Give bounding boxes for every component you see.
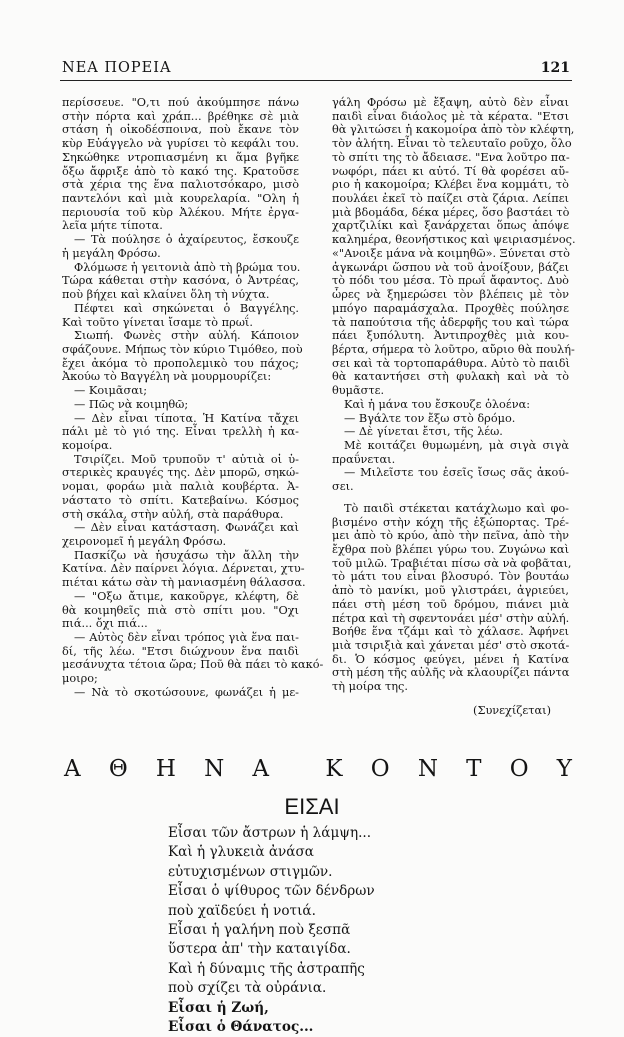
text-line: πραΰνεται. bbox=[332, 452, 396, 466]
text-line: πιά... ὄχι πιά... bbox=[62, 617, 148, 631]
poem-line: Εἶσαι ὁ ψίθυρος τῶν δένδρων bbox=[168, 883, 375, 900]
text-line: «"Ανοιξε μάνα νὰ κοιμηθῶ». Ξύνεται στὸ bbox=[332, 246, 570, 260]
text-line: πάει στὴ μέση τοῦ δρόμου, πιάνει μιὰ bbox=[332, 597, 569, 611]
text-line: ἀπὸ τὸ μανίκι, μοῦ γλιστράει, ἀγριεύει, bbox=[332, 584, 569, 598]
text-line: Σιωπή. Φωνὲς στὴν αὐλή. Κάποιον bbox=[74, 329, 299, 343]
text-line: θὰ καταντήσει στὴ φυλακὴ καὶ νὰ τὸ bbox=[332, 370, 569, 384]
text-line: τὰ παπούτσια τῆς ἀδερφῆς του καὶ τώρα bbox=[332, 315, 569, 329]
text-line: τὸ σπίτι της τὸ ἄδειασε. "Ενα λοῦτρο πα- bbox=[332, 150, 570, 164]
poem-line: ποὺ σχίζει τὰ οὐράνια. bbox=[168, 980, 327, 997]
text-line: Κατίνα. Δὲν παίρνει λόγια. Δέρνεται, χτυ- bbox=[62, 562, 305, 576]
text-line: στάση ἡ οἰκοδέσποινα, ποὺ ἔκανε τὸν bbox=[62, 123, 299, 137]
text-line: Ἀκούω τὸ Βαγγέλη νὰ μουρμουρίζει: bbox=[62, 370, 272, 384]
poem-title: ΕΙΣΑΙ bbox=[284, 794, 340, 819]
text-line: Πασκίζω νὰ ἡσυχάσω τὴν ἄλλη τὴν bbox=[74, 548, 299, 562]
text-line: παντελόνι καὶ μιὰ κουρελαρία. "Ολη ἡ bbox=[62, 192, 299, 206]
text-line: — Δὲν εἶναι κατάσταση. Φωνάζει καὶ bbox=[74, 521, 299, 535]
author-letter: Α bbox=[64, 756, 81, 782]
text-line: λεῖα μήτε τίποτα. bbox=[62, 219, 163, 233]
text-line: στερικὲς κραυγές της. Δὲν μπορῶ, σηκώ- bbox=[62, 466, 299, 480]
text-line: πάει ξυπόλυτη. Ἀντιπροχθὲς μιὰ κου- bbox=[332, 329, 569, 343]
text-line: Βοήθε ἕνα τζάμι καὶ τὸ χάλασε. Ἀφήνει bbox=[332, 625, 569, 639]
text-line: περιουσία τοῦ κὺρ Ἀλέκου. Μήτε ἐργα- bbox=[62, 205, 299, 219]
text-line: πάλι μὲ τὸ γιό της. Εἶναι τρελλὴ ἡ κα- bbox=[62, 425, 299, 439]
text-line: — Νὰ τὸ σκοτώσουνε, φωνάζει ἡ με- bbox=[74, 685, 299, 699]
text-line: τὴ μοίρα της. bbox=[332, 680, 408, 694]
text-line: Φλόμωσε ἡ γειτονιὰ ἀπὸ τὴ βρώμα του. bbox=[74, 260, 301, 274]
text-line: πουλάει ἐκεῖ τὸ παίζει στὰ ζάρια. Λείπει bbox=[332, 192, 569, 206]
text-line: στὴ μέση τῆς αὐλῆς νὰ κλαουρίζει πάντα bbox=[332, 666, 570, 680]
text-line: χαρτζιλίκι καὶ ξανάρχεται ὅπως ἀπόψε bbox=[332, 219, 569, 233]
text-line: — Βγάλτε τον ἔξω στὸ δρόμο. bbox=[344, 411, 516, 425]
text-line: — Κοιμᾶσαι; bbox=[74, 384, 148, 398]
text-line: — Αὐτὸς δὲν εἶναι τρόπος γιὰ ἕνα παι- bbox=[74, 631, 299, 645]
author-letter: Ο bbox=[509, 756, 529, 782]
left-column bbox=[62, 96, 324, 700]
text-line: μιὰ βδομάδα, δέκα μέρες, ὅσο βαστάει τὸ bbox=[332, 205, 570, 219]
text-line: ἀγκωνάρι ὥσπου νὰ τοῦ ἀνοίξουν, βάζει bbox=[332, 260, 569, 274]
text-line: θυμᾶστε. bbox=[332, 384, 385, 398]
text-line: Τὸ παιδὶ στέκεται κατάχλωμο καὶ φο- bbox=[344, 501, 569, 515]
text-line: κομοίρα. bbox=[62, 438, 113, 452]
text-line: — Τὰ πούλησε ὁ ἀχαίρευτος, ἔσκουζε bbox=[74, 233, 299, 247]
text-line: ριο ἡ κακομοίρα; Κλέβει ἕνα κομμάτι, τὸ bbox=[332, 178, 569, 192]
text-line: μιὰ τσιριξιὰ καὶ χάνεται μέσ' στὸ σκοτά- bbox=[332, 639, 570, 653]
text-line: τὸ μάτι του εἶναι βλοσυρό. Τὸν βουτάω bbox=[332, 570, 569, 584]
text-line: μει ἀπὸ τὸ κρύο, ἀπὸ τὴν πεῖνα, ἀπὸ τὴν bbox=[332, 529, 569, 543]
text-line: δί, τῆς λέω. "Ετσι διώχνουν ἕνα παιδὶ bbox=[62, 644, 299, 658]
poem-line: Εἶσαι ἡ Ζωή, bbox=[168, 999, 269, 1016]
poem-line: Εἶσαι ὁ Θάνατος... bbox=[168, 1019, 314, 1036]
text-line: Μὲ κοιτάζει θυμωμένη, μὰ σιγὰ σιγὰ bbox=[344, 438, 569, 452]
text-line: μοιρο; bbox=[62, 672, 98, 686]
author-letter: Η bbox=[155, 756, 176, 782]
text-line: ποὺ βήχει καὶ κλαίνει ὅλη τὴ νύχτα. bbox=[62, 288, 270, 302]
text-line: σφάζουνε. Μήπως τὸν κύριο Τιμόθεο, ποὺ bbox=[62, 342, 303, 356]
text-line: μπόγο παραμάσχαλα. Προχθὲς πούλησε bbox=[332, 301, 569, 315]
text-line: βισμένο στὴν κόχη τῆς ἐξώπορτας. Τρέ- bbox=[332, 515, 569, 529]
text-line: Καὶ τοῦτο γίνεται ἴσαμε τὸ πρωΐ. bbox=[62, 315, 253, 329]
author-letter: Τ bbox=[466, 756, 482, 782]
poem-line: Καὶ ἡ γλυκειὰ ἀνάσα bbox=[168, 844, 314, 861]
text-line: πέτρα καὶ τὴ σφεντονάει μέσ' στὴν αὐλή. bbox=[332, 611, 570, 625]
poem-line: Εἶσαι ἡ γαλήνη ποὺ ξεσπᾶ bbox=[168, 922, 351, 939]
text-line: κὺρ Εὐάγγελο νὰ γυρίσει τὸ κεφάλι του. bbox=[62, 137, 299, 151]
page-number: 121 bbox=[540, 60, 570, 76]
text-line: στὰ χέρια της ἕνα παλιοτσόκαρο, μισὸ bbox=[62, 178, 299, 192]
author-letter: Κ bbox=[325, 756, 343, 782]
text-line: στὴν πόρτα καὶ χράπ... βρέθηκε σὲ μιὰ bbox=[62, 109, 299, 123]
text-line: στὴ σκάλα, στὴν αὐλή, στὰ παράθυρα. bbox=[62, 507, 284, 521]
text-line: σει καὶ τὰ τορτοπαράθυρα. Αὐτὸ τὸ παιδὶ bbox=[332, 356, 570, 370]
text-line: — Μιλεῖστε του ἐσεῖς ἴσως σᾶς ἀκού- bbox=[344, 466, 569, 480]
text-line: Σηκώθηκε ντροπιασμένη κι ἅμα βγῆκε bbox=[62, 150, 299, 164]
text-line: Καὶ ἡ μάνα του ἔσκουζε ὁλοένα: bbox=[344, 397, 531, 411]
poem-line: ὕστερα ἀπ' τὴν καταιγίδα. bbox=[168, 941, 351, 958]
author-letter: Ν bbox=[204, 756, 225, 782]
text-line: θὰ κοιμηθεῖς πιὰ στὸ σπίτι μου. "Οχι bbox=[62, 603, 299, 617]
text-line: — Δὲ γίνεται ἔτσι, τῆς λέω. bbox=[344, 425, 503, 439]
poem-line: Καὶ ἡ δύναμις τῆς ἀστραπῆς bbox=[168, 960, 365, 977]
text-line: δι. Ὁ κόσμος φεύγει, μένει ἡ Κατίνα bbox=[332, 652, 569, 666]
text-line: νάστατο τὸ σπίτι. Κατεβαίνω. Κόσμος bbox=[62, 493, 299, 507]
text-line: ἔχει ἀκόμα τὸ προπολεμικὸ του πάχος; bbox=[62, 356, 299, 370]
page-header bbox=[62, 60, 570, 82]
text-line: μεσάνυχτα τέτοια ὥρα; Ποῦ θὰ πάει τὸ κακό- bbox=[62, 658, 324, 672]
text-line: νομαι, φοράω μιὰ παλιὰ κουβέρτα. Ἀ- bbox=[62, 480, 299, 494]
author-letter: Α bbox=[252, 756, 270, 782]
author-letter: Ο bbox=[370, 756, 390, 782]
text-line: σει. bbox=[332, 480, 354, 494]
text-line: Πέφτει καὶ σηκώνεται ὁ Βαγγέλης. bbox=[74, 301, 299, 315]
poem-line: ποὺ χαϊδεύει ἡ νοτιά. bbox=[168, 902, 316, 919]
text-line: τοῦ μιλῶ. Τραβιέται πίσω σὰ νὰ φοβᾶται, bbox=[332, 556, 572, 570]
text-line: τὸ πόδι του μέσα. Τὸ πρωΐ ἄφαντος. Δυὸ bbox=[332, 274, 569, 288]
text-line: τὸν ἀλήτη. Εἶναι τὸ τελευταῖο ροῦχο, ὅλο bbox=[332, 137, 572, 151]
text-line: γάλη Φρόσω μὲ ἔξαψη, αὐτὸ δὲν εἶναι bbox=[332, 96, 569, 109]
text-line: ὄξω ἄφριξε ἀπὸ τὸ κακό της. Κρατοῦσε bbox=[62, 164, 299, 178]
text-line: νωφόρι, πάει κι αὐτό. Τί θὰ φορέσει αὔ- bbox=[332, 164, 569, 178]
text-line: καλημέρα, θεονήστικος καὶ ψειριασμένος. bbox=[332, 233, 576, 247]
poem-body bbox=[168, 824, 375, 1037]
author-letter: Θ bbox=[108, 756, 128, 782]
text-line: χειρονομεῖ ἡ μεγάλη Φρόσω. bbox=[62, 535, 227, 548]
poem-line: Εἶσαι τῶν ἄστρων ἡ λάμψη... bbox=[168, 825, 372, 841]
text-line: περίσσευε. "Ο,τι πού ἀκούμπησε πάνω bbox=[62, 96, 299, 109]
author-letter: Ν bbox=[417, 756, 438, 782]
author-name bbox=[64, 756, 572, 782]
continued-note: (Συνεχίζεται) bbox=[473, 703, 551, 717]
text-line: ἔχθρα ποὺ βλέπει γύρω του. Ζυγώνω καὶ bbox=[332, 543, 569, 556]
text-line: θὰ γλιτώσει ἡ κακομοίρα ἀπὸ τὸν κλέφτη, bbox=[332, 123, 575, 137]
text-line: — Πῶς νὰ κοιμηθῶ; bbox=[74, 397, 189, 411]
text-line: — Δὲν εἶναι τίποτα. Ἡ Κατίνα τἄχει bbox=[74, 411, 299, 425]
text-line: ὧρες νὰ ξημερώσει τὸν βλέπεις μὲ τὸν bbox=[332, 288, 569, 302]
journal-title: ΝΕΑ ΠΟΡΕΙΑ bbox=[62, 60, 172, 76]
text-line: πιέται κάτω σὰν τὴ μανιασμένη θάλασσα. bbox=[62, 576, 306, 590]
text-line: ἡ μεγάλη Φρόσω. bbox=[62, 246, 161, 260]
poem-line: εὐτυχισμένων στιγμῶν. bbox=[168, 863, 333, 880]
right-column bbox=[332, 96, 576, 718]
text-line: Τώρα κάθεται στὴν κασόνα, ὁ Ἀντρέας, bbox=[62, 274, 299, 288]
author-letter: Υ bbox=[556, 756, 572, 782]
header-rule bbox=[60, 80, 572, 81]
text-line: παιδὶ εἶναι διάολος μὲ τὰ κέρατα. "Ετσι bbox=[332, 109, 569, 123]
text-line: Τσιρίζει. Μοῦ τρυποῦν τ' αὐτιὰ οἱ ὑ- bbox=[74, 452, 299, 466]
text-line: — "Οξω ἄτιμε, κακοῦργε, κλέφτη, δὲ bbox=[74, 589, 299, 603]
text-line: βέρτα, σήμερα τὸ λοῦτρο, αὔριο θὰ πουλή- bbox=[332, 342, 575, 356]
